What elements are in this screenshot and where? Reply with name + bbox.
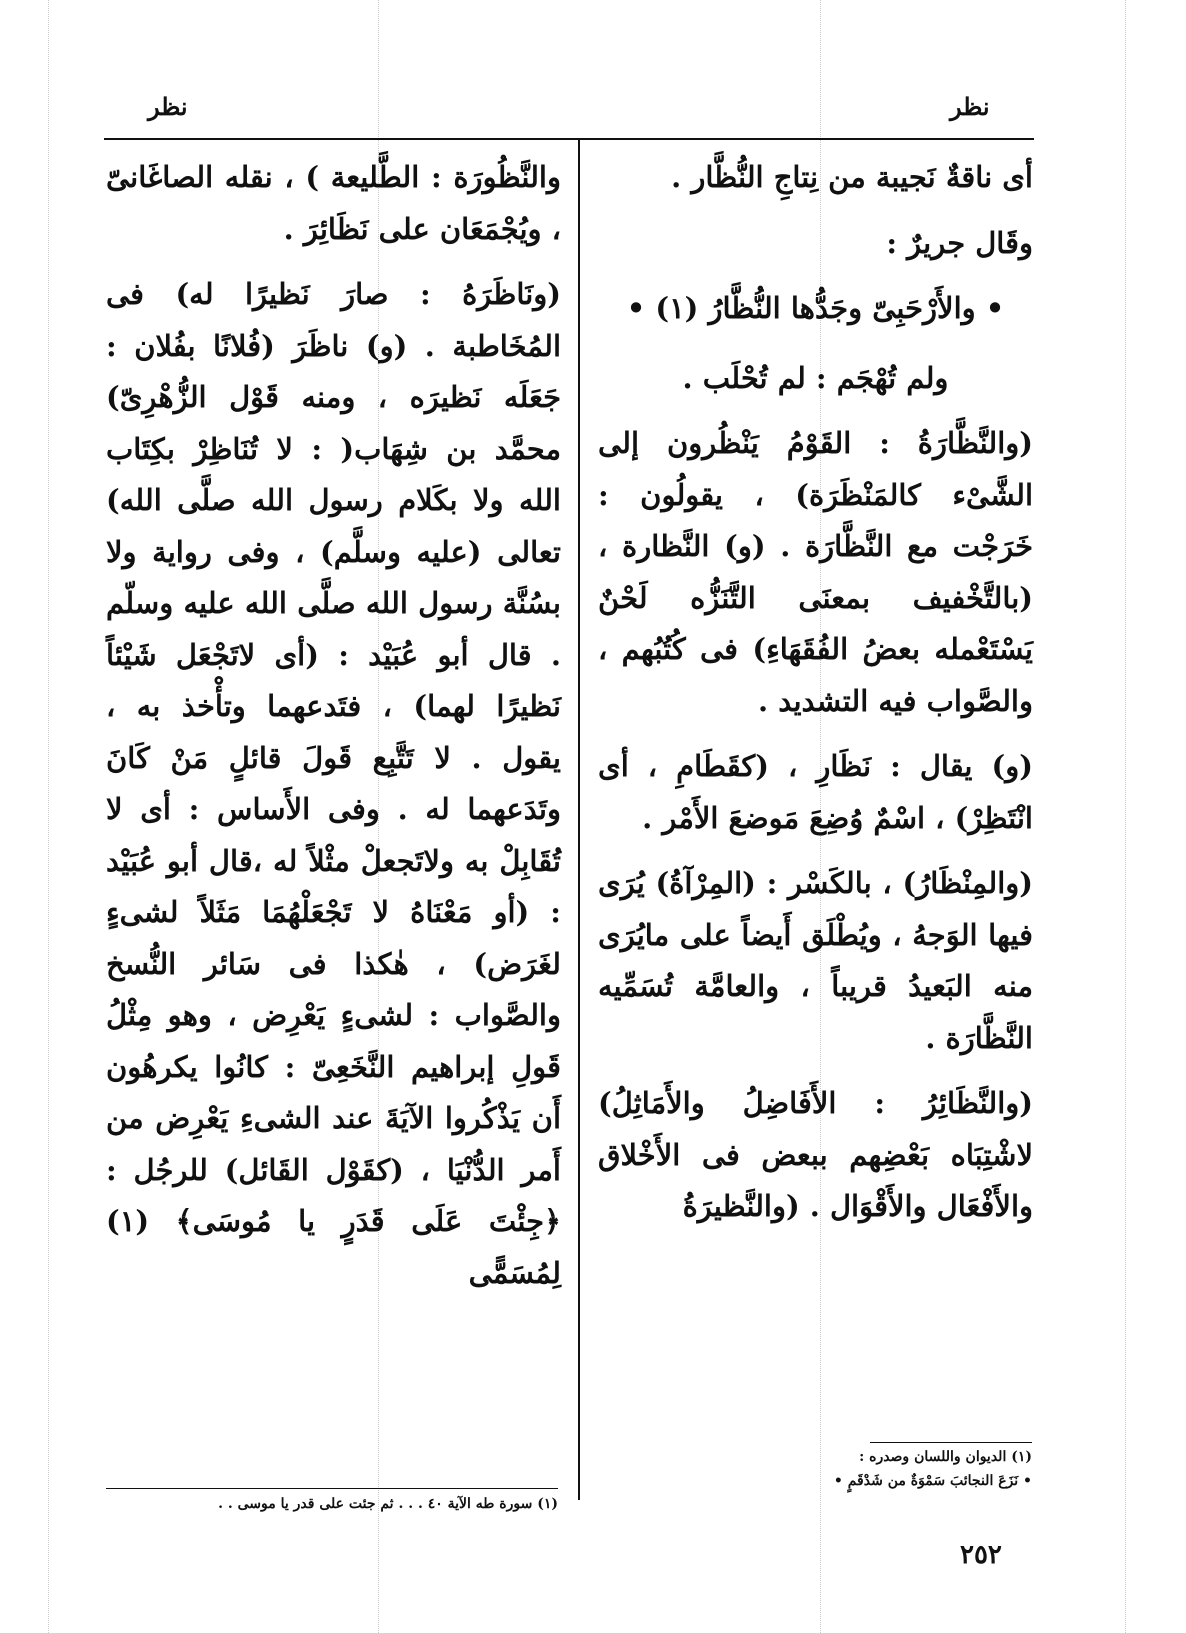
scan-guide-line — [1125, 0, 1126, 1633]
column-divider — [578, 140, 580, 1500]
footnote-right — [640, 1445, 1032, 1493]
paragraph: أى ناقةٌ نَجيبة من نِتاجِ النُّظَّار . — [671, 160, 1033, 194]
footnote-line: (١) الديوان واللسان وصدره : — [859, 1449, 1032, 1465]
paragraph: ولم تُهْجَم : لم تُحْلَب . — [682, 360, 949, 395]
paragraph: (ونَاظَرَهُ : صارَ نَظيرًا له) فى المُخَاطبة . (و) ناظَرَ (فُلانًا بفُلان : جَعَلَه نَظيرَه ، ومنه قَوْل الزُّهْرِىّ) محمَّد بن شِهَاب( : لا تُنَاظِرْ بكِتَاب الله ولا بكَلام رسول الله صلَّى الله) تعالى (عليه وسلَّم) ، وفى رواية ولا بسُنَّة رسول الله صلَّى الله عليه وسلّم . قال أبو عُبَيْد : (أى لاتَجْعَل شَيْئاً نَظيرًا لهما) ، فتَدعهما وتأْخذ به ، يقول . لا تَتَّبِع قَولَ قائلٍ مَنْ كَانَ وتَدَعهما له . وفى الأَساس : أى لا تُقَابِلْ به ولاتَجعلْ مثْلاً له ،قال أبو عُبَيْد : (أو مَعْنَاهُ لا تَجْعَلْهُمَا مَثَلاً لشىءٍ لغَرَض) ، هٰكذا فى سَائر النُّسخ والصَّواب : لشىءٍ يَعْرِض ، وهو مِثْلُ قَولِ إبراهيم النَّخَعِىّ : كانُوا يكرهُون أَن يَذْكُروا الآيَةَ عند الشىءِ يَعْرِض من أَمر الدُّنْيَا ، (كقَوْل القَائل) للرجُل : ﴿جِئْتَ عَلَى قَدَرٍ يا مُوسَى﴾ (١) لِمُسَمًّى — [106, 277, 561, 1290]
page-number: ٢٥٢ — [960, 1540, 1002, 1570]
footnote-rule-left — [106, 1488, 558, 1489]
footnote-line: (١) سورة طه الآية ٤٠ . . . ثم جئت على قدر يا موسى . . — [218, 1496, 558, 1512]
scan-guide-line — [48, 0, 49, 1633]
verse-line: • والأَرْحَبِىّ وجَدُّها النُّظَّارُ (١) • — [626, 291, 1005, 325]
paragraph: (والنَّظَائِرُ : الأَفَاضِلُ والأَمَاثِلُ) لاشْتِبَاه بَعْضِهم ببعض فى الأَخْلاق والأَفْعَال والأَقْوَال . (والنَّظيرَةُ — [598, 1086, 1033, 1223]
left-column — [106, 152, 561, 1313]
paragraph: (و) يقال : نَظَارِ ، (كقَطَامِ ، أى انْتَظِرْ) ، اسْمٌ وُضِعَ مَوضعَ الأَمْر . — [598, 749, 1033, 835]
footnote-rule-right — [870, 1442, 1032, 1443]
right-column — [598, 152, 1033, 1247]
header-word-right: نظر — [950, 92, 990, 121]
footnote-line: • نَزَعَ النجائبَ سَمْوَةٌ من شَدْقَمٍ • — [833, 1473, 1032, 1489]
footnote-left — [106, 1492, 558, 1516]
paragraph: والنَّظُورَة : الطَّليعة ) ، نقله الصاغَانىّ ، ويُجْمَعَان على نَظَائِرَ . — [106, 160, 561, 246]
paragraph: (والنَّظَّارَةُ : القَوْمُ يَنْظُرون إلى الشَّىْء كالمَنْظَرَة) ، يقولُون : خَرَجْت مع النَّظَّارَة . (و) النَّظارة ، (بالتَّخْفيف بمعنَى التَّنَزُّه لَحْنٌ يَسْتَعْمله بعضُ الفُقَهَاءِ) فى كُتُبُهم ، والصَّواب فيه التشديد . — [598, 426, 1033, 718]
paragraph: وقَال جريرٌ : — [886, 225, 1033, 260]
header-word-left: نظر — [148, 92, 188, 121]
paragraph: (والمِنْظَارُ) ، بالكَسْر : (المِرْآةُ) يُرَى فيها الوَجهُ ، ويُطْلَق أَيضاً على مايُرَى منه البَعيدُ قريباً ، والعامَّة تُسَمِّيه النَّظَّارَة . — [598, 866, 1033, 1055]
header-rule — [104, 138, 1034, 140]
